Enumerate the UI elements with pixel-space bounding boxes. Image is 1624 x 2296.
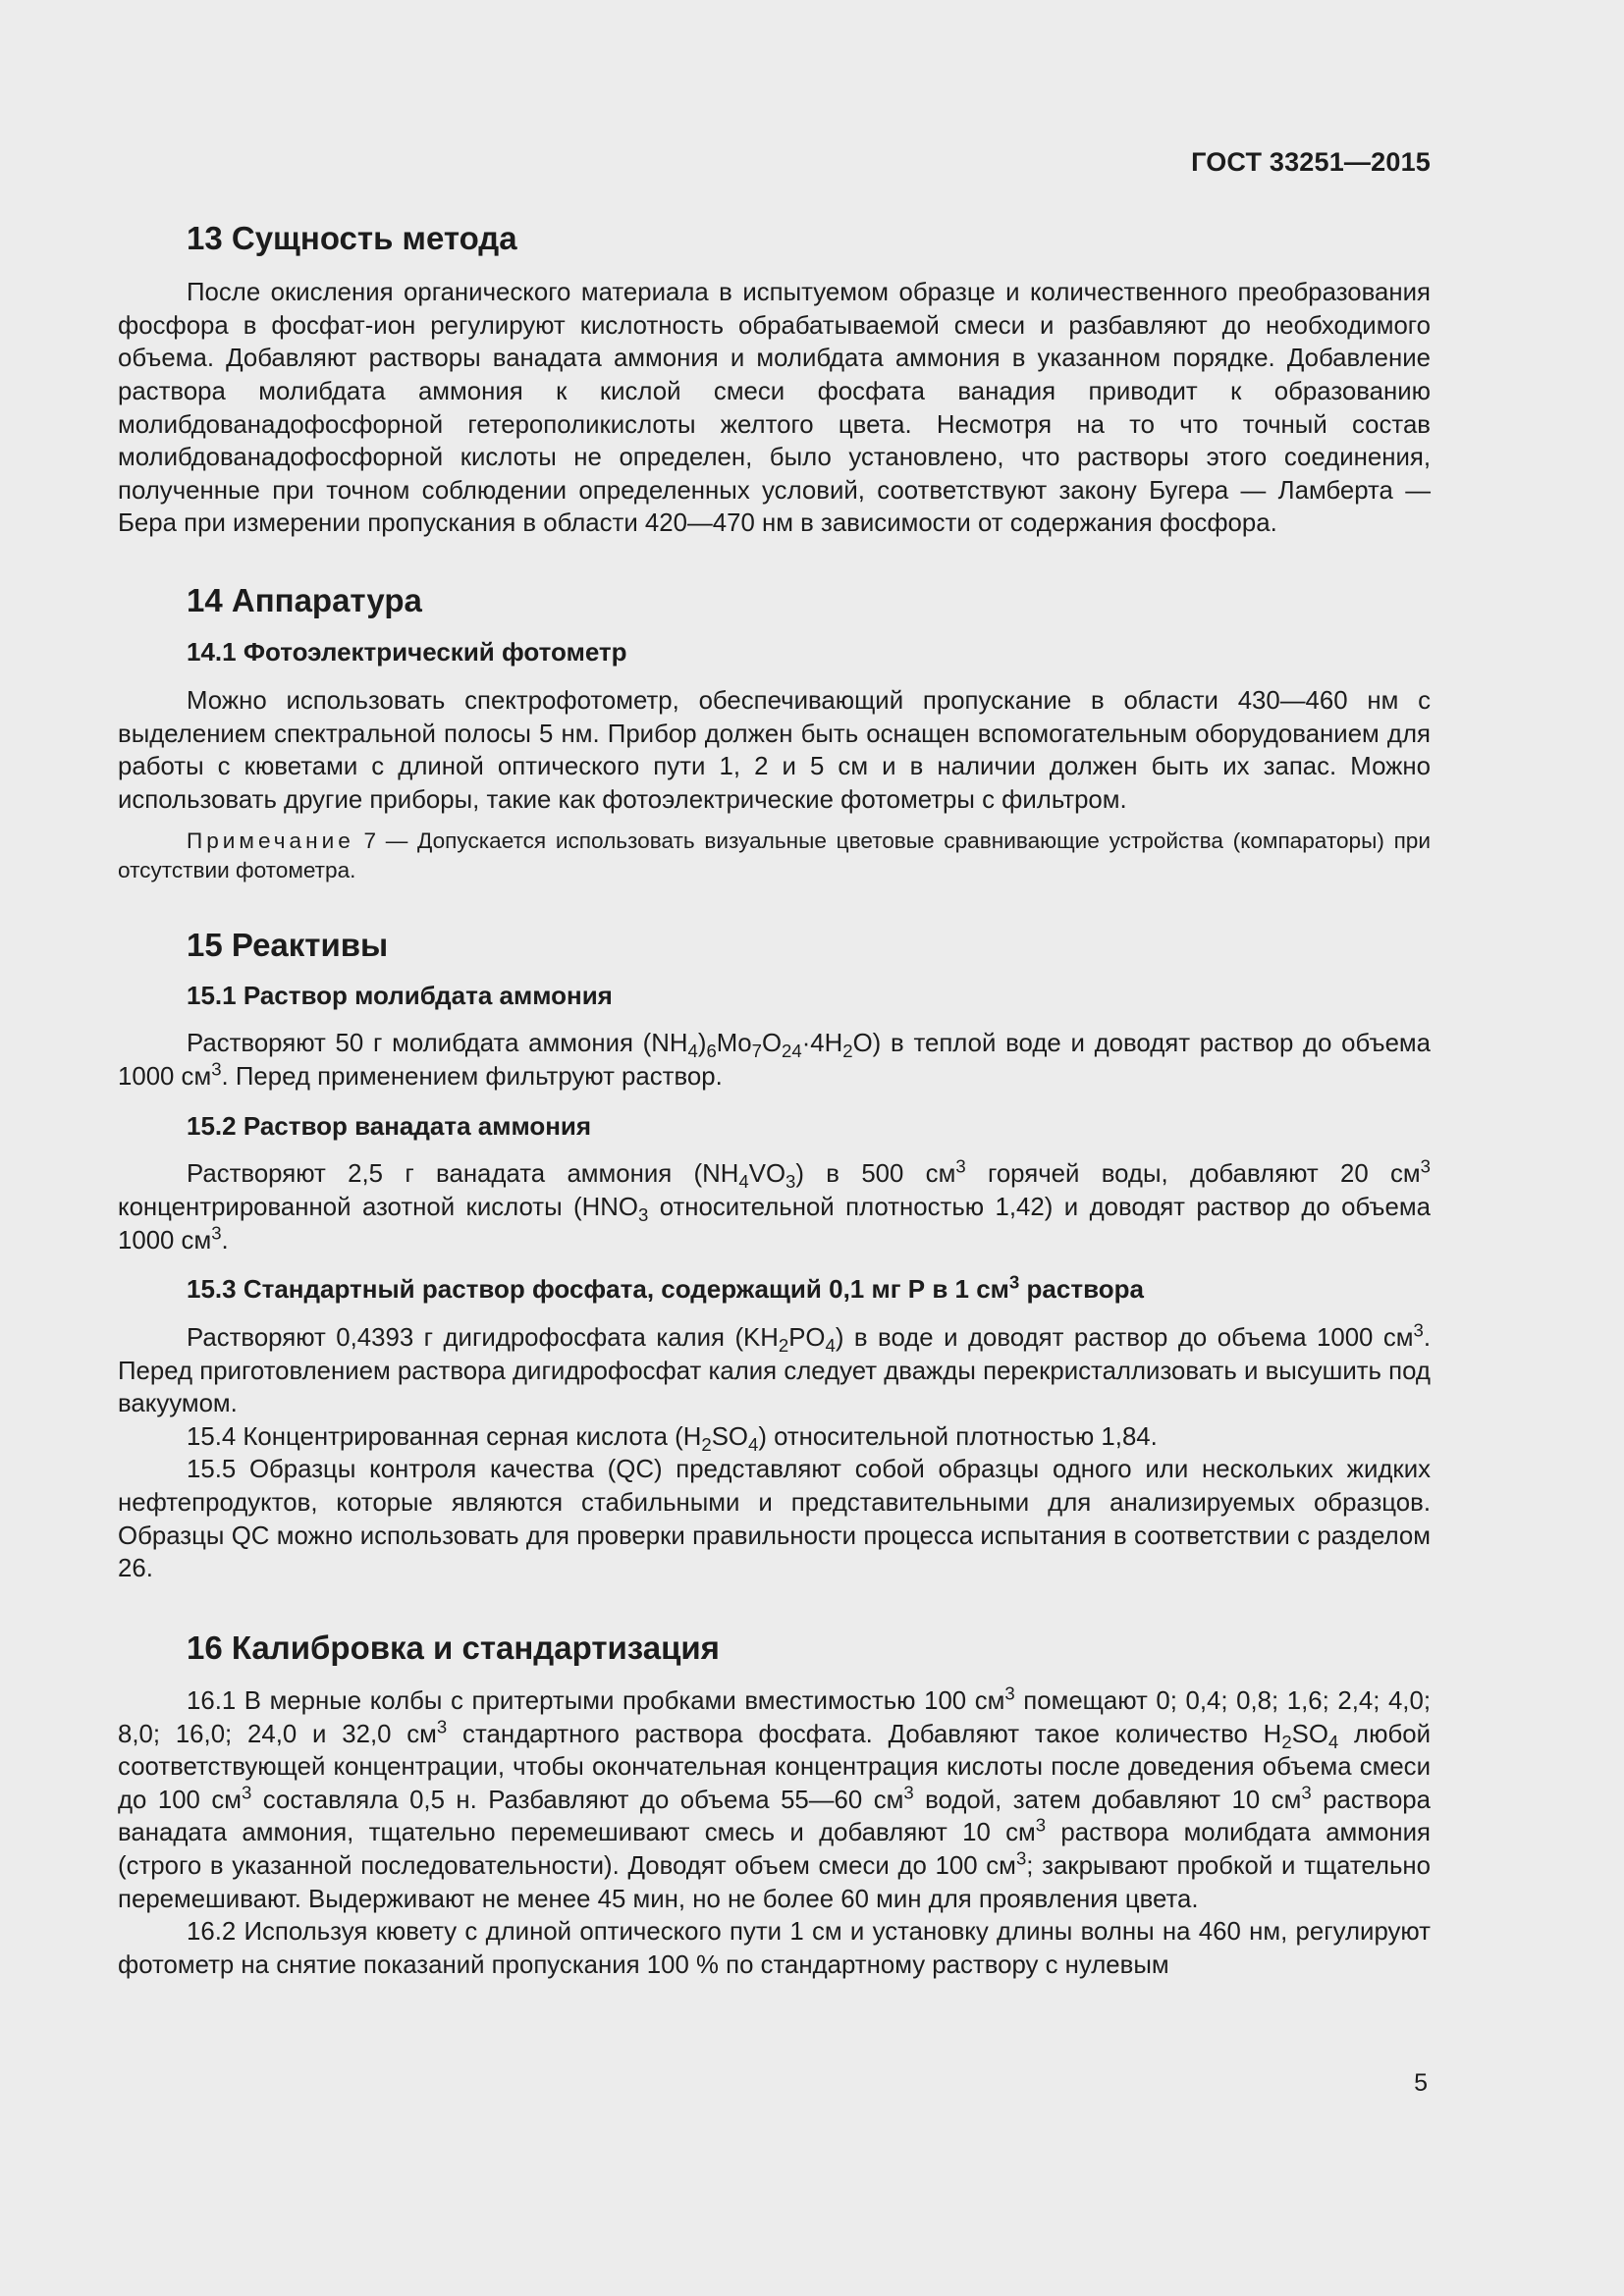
subsection-15-1-paragraph: Растворяют 50 г молибдата аммония $(NH_4)_6Mo_7O_{24}\cdot 4H_2O$) в теплой воде и доводят раствор до объема 1000 $см^3$. Перед применением фильтруют раствор. [118,1030,1431,1092]
subsection-16-1-paragraph: 16.1 В мерные колбы с притертыми пробками вместимостью 100 $см^3$ помещают 0; 0,4; 0,8; 1,6; 2,4; 4,0; 8,0; 16,0; 24,0 и 32,0 $см^3$ стандартного раствора фосфата. Добавляют такое количество $H_2SO_4$ любой соответствующей концентрации, чтобы окончательная концентрация кислоты после доведения объема смеси до 100 $см^3$ составляла 0,5 н. Разбавляют до объема 55—60 $см^3$ водой, затем добавляют 10 $см^3$ раствора ванадата аммония, тщательно перемешивают смесь и добавляют 10 $см^3$ раствора молибдата аммония (строго в указанной последовательности). Доводят объем смеси до 100 $см^3$; закрывают пробкой и тщательно перемешивают. Выдерживают не менее 45 мин, но не более 60 мин для проявления цвета. [118,1682,1431,1913]
subsection-15-1-title: 15.1 Раствор молибдата аммония [187,980,613,1010]
subsection-14-1-paragraph: Можно использовать спектрофотометр, обеспечивающий пропускание в области 430—460 нм с выделением спектральной полосы 5 нм. Прибор должен быть оснащен вспомогательным оборудованием для работы с кюветами с длиной оптического пути 1, 2 и 5 см и в наличии должен быть их запас. Можно использовать другие приборы, такие как фотоэлектрические фотометры с фильтром. [118,687,1431,814]
note-label: Примечание [187,828,354,854]
note-7 [118,827,1431,885]
section-16-title: 16 Калибровка и стандартизация [187,1629,720,1666]
subsection-14-1-title: 14.1 Фотоэлектрический фотометр [187,637,627,667]
section-13-title: 13 Сущность метода [187,220,517,256]
subsection-15-3-title: 15.3 Стандартный раствор фосфата, содержащий 0,1 мг Р в 1 $см^3$ раствора [187,1271,1144,1305]
subsection-15-4-paragraph: 15.4 Концентрированная серная кислота $(H_2SO_4)$ относительной плотностью 1,84. [187,1422,1158,1455]
subsection-15-2-title: 15.2 Раствор ванадата аммония [187,1110,592,1141]
note-text: 7 — Допускается использовать визуальные цветовые сравнивающие устройства (компараторы) при отсутствии фотометра. [118,828,1431,883]
page-number: 5 [1414,2069,1428,2097]
standard-header: ГОСТ 33251—2015 [1191,147,1431,177]
subsection-15-5-paragraph: 15.5 Образцы контроля качества (QC) представляют собой образцы одного или нескольких жидких нефтепродуктов, которые являются стабильными и представительными для анализируемых образцов. Образцы QC можно использовать для проверки правильности процесса испытания в соответствии с разделом 26. [118,1456,1431,1583]
subsection-16-2-paragraph: 16.2 Используя кювету с длиной оптического пути 1 см и установку длины волны на 460 нм, регулируют фотометр на снятие показаний пропускания 100 % по стандартному раствору с нулевым [118,1918,1431,1979]
subsection-15-2-paragraph: Растворяют 2,5 г ванадата аммония $(NH_4VO_3)$ в 500 $см^3$ горячей воды, добавляют 20 $см^3$ концентрированной азотной кислоты ($HNO_3$ относительной плотностью 1,42) и доводят раствор до объема 1000 $см^3$. [118,1155,1431,1255]
page-content [118,218,1431,1982]
section-14-title: 14 Аппаратура [187,582,422,618]
section-15-title: 15 Реактивы [187,927,389,964]
subsection-15-3-paragraph: Растворяют 0,4393 г дигидрофосфата калия $(KH_2PO_4)$ в воде и доводят раствор до объема 1000 $см^3$. Перед приготовлением раствора дигидрофосфат калия следует дважды перекристаллизовать и высушить под вакуумом. [118,1319,1431,1418]
section-13-paragraph: После окисления органического материала в испытуемом образце и количественного преобразования фосфора в фосфат-ион регулируют кислотность обрабатываемой смеси и разбавляют до необходимого объема. Добавляют растворы ванадата аммония и молибдата аммония в указанном порядке. Добавление раствора молибдата аммония к кислой смеси фосфата ванадия приводит к образованию молибдованадофосфорной гетерополикислоты желтого цвета. Несмотря на то что точный состав молибдованадофосфорной кислоты не определен, было установлено, что растворы этого соединения, полученные при точном соблюдении определенных условий, соответствуют закону Бугера — Ламберта — Бера при измерении пропускания в области 420—470 нм в зависимости от содержания фосфора. [118,279,1431,538]
